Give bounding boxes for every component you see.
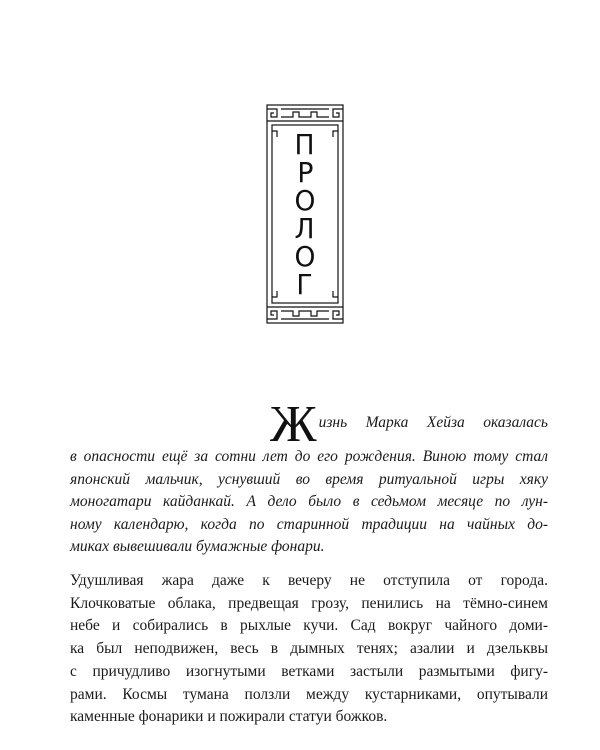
text-line: ка был неподвижен, весь в дымных тенях; азалии и дзельквы (70, 640, 548, 658)
text-line: изнь Марка Хейза оказалась (318, 414, 548, 431)
text-line: с причудливо изогнутыми ветками застыли размытыми фигу- (70, 662, 548, 680)
text-line: небе и собирались в рыхлые кучи. Сад вокруг чайного доми- (70, 617, 548, 635)
text-line: миках вывешивали бумажные фонари. (70, 538, 325, 555)
paragraph-body (70, 570, 548, 729)
title-letter: Г (296, 268, 314, 301)
drop-cap: Ж (270, 396, 317, 453)
title-letter: П (294, 128, 316, 161)
title-letter: Л (294, 212, 316, 245)
text-line: моногатари кайданкай. А дело было в седьмом месяце по лун- (70, 493, 548, 510)
title-letter: Р (296, 156, 314, 189)
paragraph-intro (70, 396, 548, 559)
title-letter: О (294, 184, 316, 217)
text-line: японский мальчик, уснувший во время ритуальной игры хяку (70, 470, 548, 488)
text-line: Клочковатые облака, предвещая грозу, пенились на тёмно-синем (70, 594, 548, 612)
chapter-title-cartouche (263, 101, 347, 327)
text-line: каменные фонарики и пожирали статуи божков. (70, 708, 388, 726)
text-line: Удушливая жара даже к вечеру не отступила от города. (70, 572, 548, 589)
text-line: ному календарю, когда по старинной традиции на чайных до- (70, 515, 548, 533)
chapter-title (263, 128, 347, 301)
text-line: в опасности ещё за сотни лет до его рождения. Виною тому стал (70, 448, 548, 465)
text-line: рами. Космы тумана ползли между кустарниками, опутывали (70, 685, 548, 703)
title-letter: О (294, 240, 316, 273)
